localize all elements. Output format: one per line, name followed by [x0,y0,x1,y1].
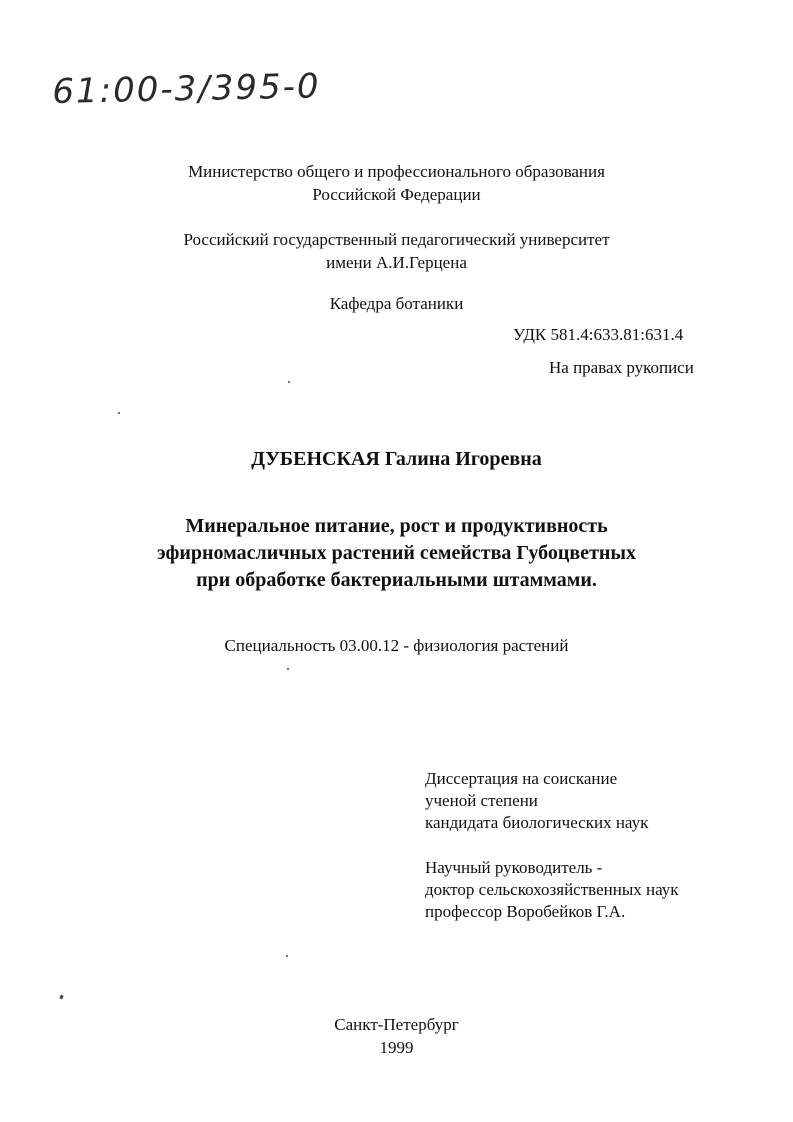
year: 1999 [379,1038,414,1057]
degree-line: ученой степени [425,791,538,810]
university-header [0,228,793,274]
university-line: Российский государственный педагогический университет [183,230,610,249]
city: Санкт-Петербург [334,1015,459,1034]
ministry-line: Российской Федерации [312,185,481,204]
degree-statement [425,768,648,834]
scan-speck [59,995,64,1000]
title-line: эфирномасличных растений семейства Губоцветных [156,542,637,564]
title-line: при обработке бактериальными штаммами. [196,569,597,591]
scan-speck [286,955,288,957]
author-name: ДУБЕНСКАЯ Галина Игоревна [251,448,542,470]
title-line: Минеральное питание, рост и продуктивность [185,515,608,537]
university-line: имени А.И.Герцена [326,253,467,272]
scan-speck [118,412,120,414]
scientific-advisor [425,857,679,923]
place-and-year [0,1013,793,1059]
advisor-line: Научный руководитель - [425,858,603,877]
scan-speck [287,668,289,670]
advisor-line: профессор Воробейков Г.А. [425,902,626,921]
ministry-line: Министерство общего и профессионального образования [188,162,605,181]
department-name: Кафедра ботаники [329,294,464,313]
ministry-header [0,160,793,206]
degree-line: Диссертация на соискание [425,769,618,788]
udk-code: УДК 581.4:633.81:631.4 [513,325,684,344]
advisor-line: доктор сельскохозяйственных наук [425,880,679,899]
scan-speck [288,381,290,383]
archive-stamp: 61:00-3/395-0 [52,66,321,112]
rights-note: На правах рукописи [549,358,694,377]
degree-line: кандидата биологических наук [425,813,649,832]
dissertation-title [0,513,793,594]
specialty: Специальность 03.00.12 - физиология растений [224,636,569,655]
